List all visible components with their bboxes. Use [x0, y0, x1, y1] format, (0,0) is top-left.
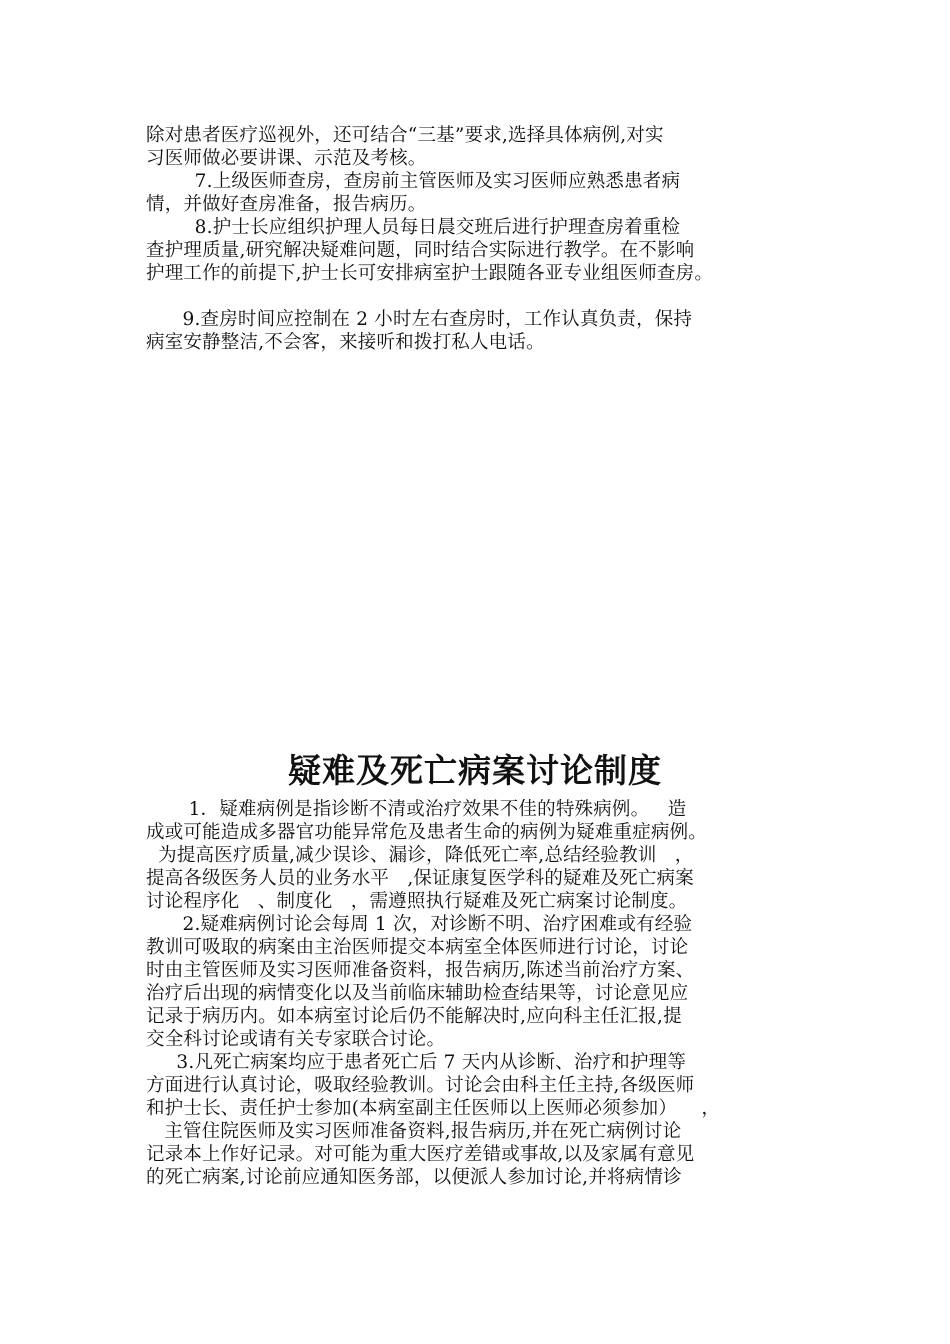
text-line: 时由主管医师及实习医师准备资料，报告病历,陈述当前治疗方案、 [146, 960, 695, 981]
text-line: 讨论程序化 、制度化 ，需遵照执行疑难及死亡病案讨论制度。 [146, 891, 688, 912]
text-line: 和护士长、责任护士参加(本病室副主任医师以上医师必须参加） ， [146, 1098, 721, 1119]
text-line: 9.查房时间应控制在 2 小时左右查房时，工作认真负责，保持 [146, 309, 693, 330]
text-line: 除对患者医疗巡视外，还可结合“三基”要求,选择具体病例,对实 [146, 125, 664, 146]
text-line: 的死亡病案,讨论前应通知医务部，以便派人参加讨论,并将病情诊 [146, 1167, 682, 1188]
text-line: 习医师做必要讲课、示范及考核。 [146, 148, 427, 169]
text-line: 病室安静整洁,不会客，来接听和拨打私人电话。 [146, 332, 545, 353]
text-line: 1．疑难病例是指诊断不清或治疗效果不佳的特殊病例。 造 [146, 799, 687, 820]
text-line: 主管住院医师及实习医师准备资料,报告病历,并在死亡病例讨论 [146, 1121, 682, 1142]
top-text-section [146, 124, 816, 354]
text-line: 记录本上作好记录。对可能为重大医疗差错或事故,以及家属有意见 [146, 1144, 695, 1165]
document-title: 疑难及死亡病案讨论制度 [288, 751, 662, 790]
text-line: 情，并做好查房准备，报告病历。 [146, 194, 427, 215]
text-line: 3.凡死亡病案均应于患者死亡后 7 天内从诊断、治疗和护理等 [146, 1052, 687, 1073]
text-line: 方面进行认真讨论，吸取经验教训。讨论会由科主任主持,各级医师 [146, 1075, 695, 1096]
text-line: 治疗后出现的病情变化以及当前临床辅助检查结果等，讨论意见应 [146, 983, 689, 1004]
text-line: 查护理质量,研究解决疑难问题，同时结合实际进行教学。在不影响 [146, 240, 695, 261]
bottom-text-section [146, 798, 816, 1189]
text-line: 记录于病历内。如本病室讨论后仍不能解决时,应向科主任汇报,提 [146, 1006, 682, 1027]
text-line: 提高各级医务人员的业务水平 ,保证康复医学科的疑难及死亡病案 [146, 868, 694, 889]
text-line: 成或可能造成多器官功能异常危及患者生命的病例为疑难重症病例。 [146, 822, 708, 843]
text-line: 教训可吸取的病案由主治医师提交本病室全体医师进行讨论，讨论 [146, 937, 689, 958]
text-line: 8.护士长应组织护理人员每日晨交班后进行护理查房着重检 [146, 217, 681, 238]
text-line: 交全科讨论或请有关专家联合讨论。 [146, 1029, 446, 1050]
text-line: 护理工作的前提下,护士长可安排病室护士跟随各亚专业组医师查房。 [146, 263, 714, 284]
text-line: 7.上级医师查房，查房前主管医师及实习医师应熟悉患者病 [146, 171, 681, 192]
text-line: 2.疑难病例讨论会每周 1 次，对诊断不明、治疗困难或有经验 [146, 914, 693, 935]
text-line: 为提高医疗质量,减少误诊、漏诊，降低死亡率,总结经验教训 ， [146, 845, 694, 866]
